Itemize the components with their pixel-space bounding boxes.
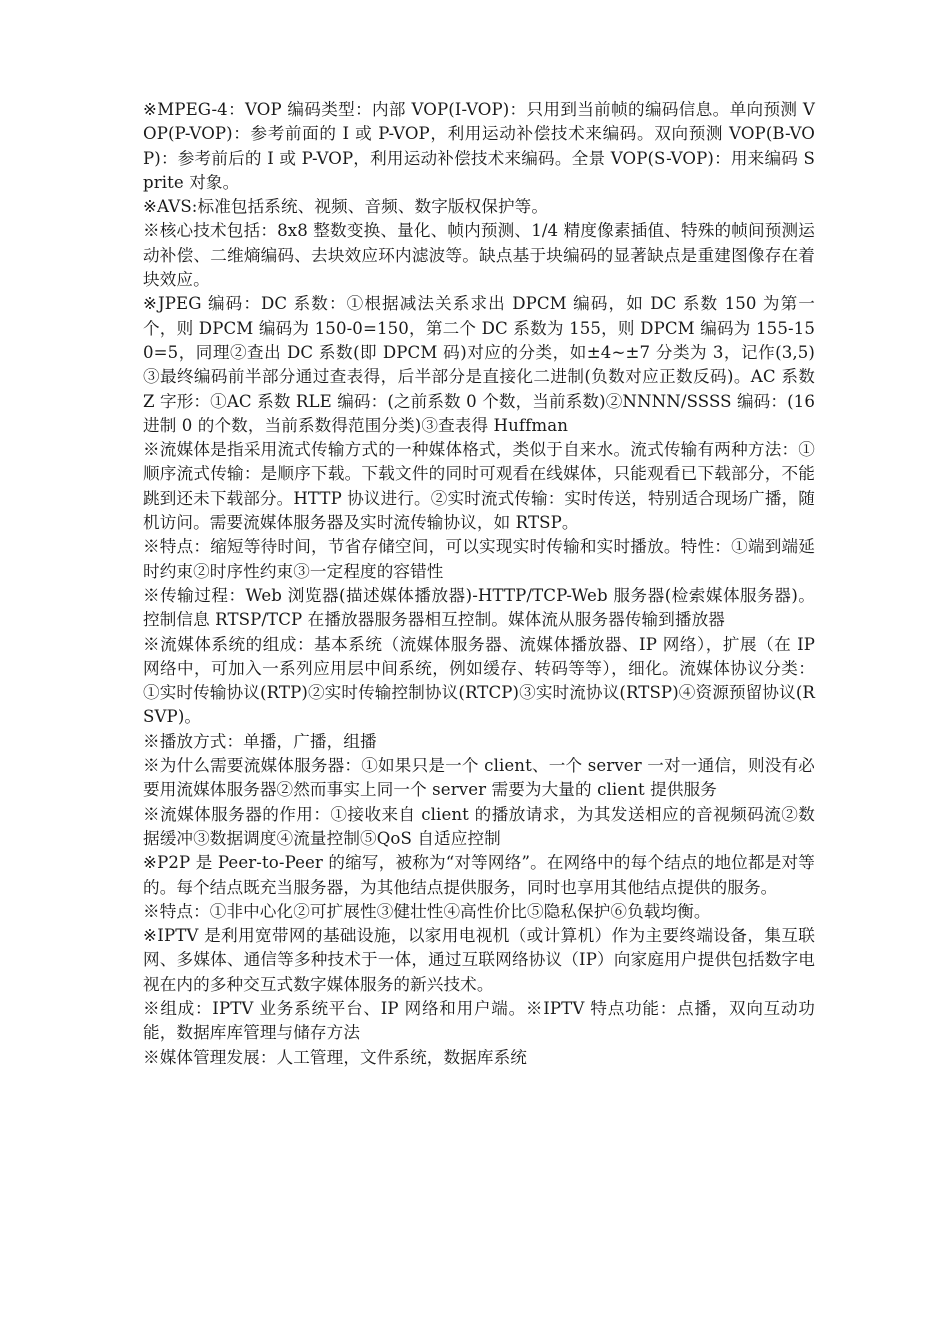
- paragraph-avs: ※AVS:标准包括系统、视频、音频、数字版权保护等。: [143, 197, 549, 217]
- document-body: [143, 98, 821, 1070]
- paragraph-system-composition: ※流媒体系统的组成：基本系统（流媒体服务器、流媒体播放器、IP 网络），扩展（在 IP 网络中，可加入一系列应用层中间系统，例如缓存、转码等等），细化。流媒体协议分类：①实时传输协议(RTP)②实时传输控制协议(RTCP)③实时流协议(RTSP)④资源预留协议(RSVP)。: [143, 634, 821, 727]
- paragraph-playback-modes: ※播放方式：单播，广播，组播: [143, 731, 377, 751]
- paragraph-iptv-components: ※组成：IPTV 业务系统平台、IP 网络和用户端。※IPTV 特点功能：点播，双向互动功能，数据库库管理与储存方法: [143, 998, 815, 1043]
- paragraph-core-tech: ※核心技术包括：8x8 整数变换、量化、帧内预测、1/4 精度像素插值、特殊的帧间预测运动补偿、二维熵编码、去块效应环内滤波等。缺点基于块编码的显著缺点是重建图像存在着块效应。: [143, 221, 815, 290]
- paragraph-why-server: ※为什么需要流媒体服务器：①如果只是一个 client、一个 server 一对一通信，则没有必要用流媒体服务器②然而事实上同一个 server 需要为大量的 client 提供服务: [143, 756, 815, 800]
- paragraph-mpeg4-vop: ※MPEG-4：VOP 编码类型：内部 VOP(I-VOP)：只用到当前帧的编码信息。单向预测 VOP(P-VOP)：参考前面的 I 或 P-VOP，利用运动补偿技术来编码。双向预测 VOP(B-VOP)：参考前后的 I 或 P-VOP，利用运动补偿技术来编码。全景 VOP(S-VOP)：用来编码 Sprite 对象。: [143, 100, 815, 192]
- paragraph-streaming-features: ※特点：缩短等待时间，节省存储空间，可以实现实时传输和实时播放。特性：①端到端延时约束②时序性约束③一定程度的容错性: [143, 537, 815, 581]
- paragraph-server-role: ※流媒体服务器的作用：①接收来自 client 的播放请求，为其发送相应的音视频码流②数据缓冲③数据调度④流量控制⑤QoS 自适应控制: [143, 804, 815, 848]
- paragraph-jpeg: ※JPEG 编码：DC 系数：①根据减法关系求出 DPCM 编码，如 DC 系数 150 为第一个，则 DPCM 编码为 150-0=150，第二个 DC 系数为 155，则 DPCM 编码为 155-150=5，同理②查出 DC 系数(即 DPCM 码)对应的分类，如±4~±7 分类为 3，记作(3,5)③最终编码前半部分通过查表得，后半部分是直接化二进制(负数对应正数反码)。AC 系数 Z 字形：①AC 系数 RLE 编码：(之前系数 0 个数，当前系数)②NNNN/SSSS 编码：(16 进制 0 的个数，当前系数得范围分类)③查表得 Huffman: [143, 294, 821, 435]
- paragraph-p2p-features: ※特点：①非中心化②可扩展性③健壮性④高性价比⑤隐私保护⑥负载均衡。: [143, 901, 711, 921]
- paragraph-p2p: ※P2P 是 Peer-to-Peer 的缩写，被称为“对等网络”。在网络中的每个结点的地位都是对等的。每个结点既充当服务器，为其他结点提供服务，同时也享用其他结点提供的服务。: [143, 853, 815, 897]
- paragraph-streaming-media: ※流媒体是指采用流式传输方式的一种媒体格式，类似于自来水。流式传输有两种方法：①顺序流式传输：是顺序下载。下载文件的同时可观看在线媒体，只能观看已下载部分，不能跳到还未下载部分。HTTP 协议进行。②实时流式传输：实时传送，特别适合现场广播，随机访问。需要流媒体服务器及实时流传输协议，如 RTSP。: [143, 440, 815, 533]
- paragraph-iptv: ※IPTV 是利用宽带网的基础设施，以家用电视机（或计算机）作为主要终端设备，集互联网、多媒体、通信等多种技术于一体，通过互联网络协议（IP）向家庭用户提供包括数字电视在内的多种交互式数字媒体服务的新兴技术。: [143, 926, 815, 994]
- paragraph-media-management: ※媒体管理发展：人工管理，文件系统，数据库系统: [143, 1047, 527, 1067]
- paragraph-transmission-process: ※传输过程：Web 浏览器(描述媒体播放器)-HTTP/TCP-Web 服务器(检索媒体服务器)。控制信息 RTSP/TCP 在播放器服务器相互控制。媒体流从服务器传输到播放器: [143, 585, 815, 630]
